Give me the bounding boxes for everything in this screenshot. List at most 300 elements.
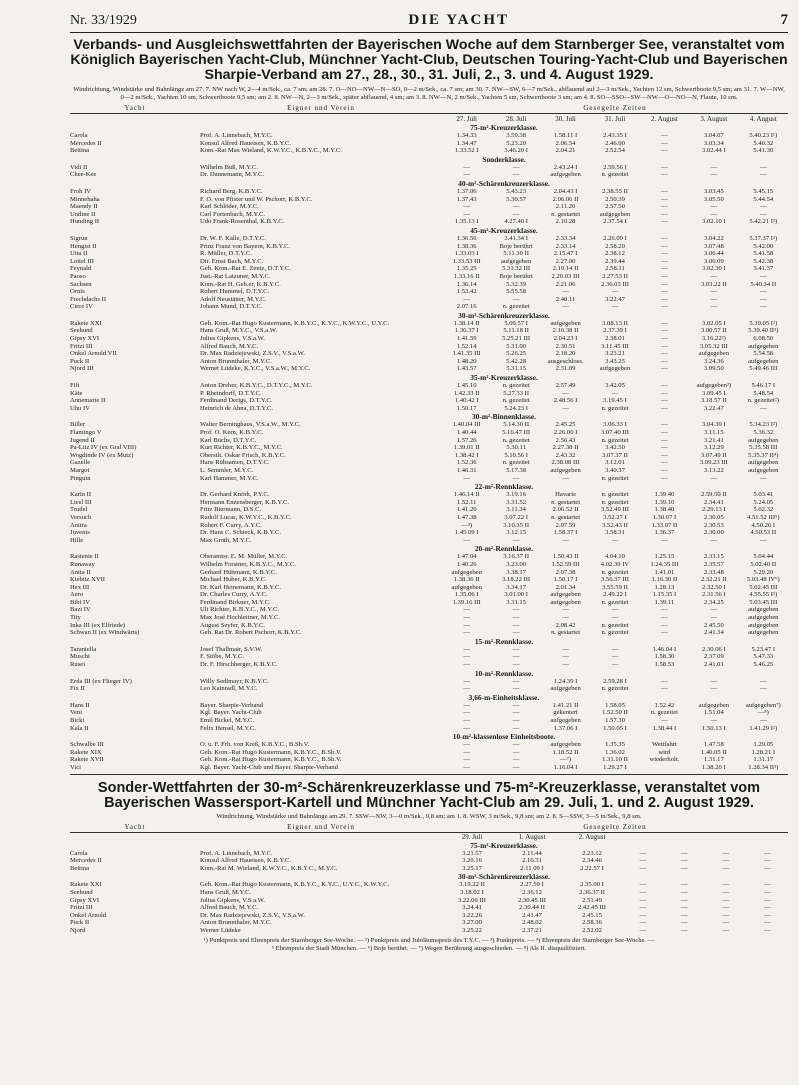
yacht-name: Hex III (70, 583, 90, 591)
race-time: aufgegeben (599, 210, 631, 218)
table-row (70, 491, 788, 499)
owner-club: Hermann Enzensberger, K.B.Y.C. (200, 498, 290, 506)
race-time: 2.20.03 III (551, 272, 580, 280)
yacht-name: Fifi (70, 382, 80, 390)
race-time: — (661, 474, 668, 482)
race-time: 5.30.57 (506, 195, 527, 203)
race-time: aufgegeben (748, 606, 779, 614)
yacht-name: Bicki (70, 717, 85, 724)
yacht-name: Schwalbe III (70, 741, 104, 749)
race-time: aufgegeben (748, 466, 779, 474)
race-time: — (463, 614, 470, 622)
race-time: — (763, 911, 771, 919)
race-time: 1.36.56 (456, 234, 477, 242)
race-time: — (562, 536, 569, 544)
race-time: 2.35.57 (703, 560, 724, 568)
race-time: 5.55.58 (506, 288, 527, 296)
race-time: 3.25.17 (462, 864, 482, 872)
race-time: 3.04.39 I (702, 421, 726, 429)
race-time: — (661, 717, 668, 724)
race-time: n. gezeitet (502, 382, 530, 390)
yacht-name: Kala II (70, 724, 89, 732)
race-time: 1.53.42 (456, 288, 477, 296)
table-row (70, 561, 788, 569)
table-row (70, 897, 788, 905)
column-owner: Eigner und Verein (287, 104, 355, 112)
race-time: 2.18.20 (555, 350, 576, 358)
race-time: — (759, 303, 767, 311)
race-time: — (661, 536, 668, 544)
race-time: — (763, 888, 771, 896)
race-time: — (512, 717, 520, 724)
race-time: 4.02.39 IV (600, 560, 630, 568)
owner-club: Max Groth, M.Y.C. (200, 536, 252, 544)
owner-club: Dr. Max Radziejewski, Z.S.V., V.S.a.W. (200, 911, 305, 919)
race-time: — (463, 606, 470, 614)
race-time: — (661, 265, 668, 273)
race-time: — (512, 621, 520, 629)
owner-club: Anton Brunnthaler, M.Y.C. (200, 919, 272, 927)
race-time: — (463, 163, 470, 171)
owner-club: Geh. Kom.-Rat Hugo Kustermann, K.B.Y.C., K.Y.C., U.Y.C., K.W.Y.C. (200, 881, 390, 889)
yacht-name: Trudel (70, 506, 88, 514)
owner-club: Ferdinand Birkner, M.Y.C. (200, 598, 271, 606)
owner-club: Konsul Alfred Haueisen, K.B.Y.C. (200, 857, 292, 865)
race-time: — (611, 653, 619, 661)
race-time: n. gezeitet (601, 171, 629, 179)
race-time: 2.27.53 II (602, 272, 628, 280)
table-row (70, 606, 788, 614)
owner-club: Carl Fortenbach, M.Y.C. (200, 210, 266, 218)
section1-title: Verbands- und Ausgleichswettfahrten der Bayerischen Woche auf dem Starnberger See, veranstaltet vom Königlich Bayerischen Yacht-Club, Münchner Yacht-Club, Deutschen Touring-Yacht-Club und Bayerischen Sharpie-Verband am 27., 28., 30., 31. Juli, 2., 3. und 4. August 1929. (70, 37, 788, 83)
date-header: 2. August (578, 832, 606, 841)
race-time: 2.38.01 (605, 335, 625, 343)
table-row (70, 881, 788, 889)
race-time: 3.07.22 I (504, 513, 528, 521)
table-row (70, 320, 788, 328)
yacht-name: Maendy II (70, 203, 98, 211)
race-time: 1.52.50 II (602, 709, 628, 717)
race-time: — (759, 404, 767, 412)
race-time: — (710, 288, 718, 296)
race-time: Boje berührt (499, 272, 533, 280)
table-row (70, 459, 788, 467)
race-time: 1.28.34 II³) (748, 763, 779, 771)
race-time: 3.34.17 (506, 583, 527, 591)
race-time: 1.41.21 II (552, 701, 579, 709)
race-time: 5.39.05 I²) (749, 319, 778, 327)
table-row (70, 553, 788, 561)
race-time: — (759, 295, 767, 303)
race-time: — (512, 163, 520, 171)
race-time: — (661, 250, 668, 258)
race-time: — (661, 459, 668, 467)
race-time: — (680, 904, 688, 912)
race-time: 3.58.31 (605, 529, 625, 537)
race-time: 5.27.33 II (503, 389, 530, 397)
race-time: 2.58.11 (605, 265, 625, 273)
table-row (70, 273, 788, 281)
race-time: — (463, 645, 470, 653)
owner-club: Michael Huber, K.B.Y.C. (200, 576, 267, 584)
race-time: — (639, 904, 647, 912)
race-time: n. gestartet (551, 513, 581, 521)
race-time: — (512, 645, 520, 653)
owner-club: Rudolf Lucas, K.W.Y.C., K.B.Y.C. (200, 513, 292, 521)
race-time: 1.31.17 (703, 756, 724, 764)
race-time: — (661, 234, 668, 242)
yacht-name: Wogdinde IV (ex Mutz) (70, 451, 134, 459)
owner-club: Anton Brunnthaler, M.Y.C. (200, 357, 272, 365)
race-time: Boje berührt (499, 242, 533, 250)
race-time: 2.52.54 (605, 147, 625, 155)
race-time: — (759, 717, 767, 724)
race-time: aufgegeben (748, 342, 779, 350)
race-time: — (463, 741, 470, 749)
race-time: n. gezeitet²) (747, 397, 779, 405)
owner-club: L. Semmler, M.Y.C. (200, 466, 254, 474)
owner-club: Prof. A. Linnebach, M.Y.C. (200, 849, 273, 857)
race-time: 5.29.20 (753, 568, 774, 576)
table-row (70, 196, 788, 204)
class-heading: 75-m²-Kreuzerklasse. (470, 123, 538, 132)
race-time: 1.46.14 II (453, 491, 480, 499)
race-time: 3.46.20 I (504, 147, 528, 155)
race-time: — (463, 724, 470, 732)
section2-results-table (70, 841, 788, 935)
owner-club: Dr. Gerhard Knörk, P.Y.C. (200, 491, 270, 499)
race-time: 1.33.03 I (454, 250, 479, 258)
table-row (70, 429, 788, 437)
race-time: — (710, 163, 718, 171)
race-time: aufgegeben (550, 591, 581, 599)
race-time: 1.33.07 II (651, 521, 678, 529)
race-time: — (661, 187, 668, 195)
race-time: 2.52.02 (582, 926, 602, 934)
footnotes (70, 937, 788, 953)
table-row (70, 529, 788, 537)
race-time: 2.58.20 (605, 242, 625, 250)
race-time: — (710, 203, 718, 211)
race-time: — (512, 474, 520, 482)
table-row (70, 421, 788, 429)
race-time: — (512, 171, 520, 179)
race-time: — (661, 242, 668, 250)
race-time: 5.34.23 I²) (749, 421, 778, 429)
race-time: 1.35.06 I (454, 591, 479, 599)
race-time: —⁷) (560, 756, 572, 764)
race-time: — (463, 295, 470, 303)
owner-club: F. O. von Pfister und W. Pschorr, K.B.Y.C. (200, 195, 313, 203)
race-time: — (763, 864, 771, 872)
race-time: — (763, 926, 771, 934)
race-time: aufgegeben (550, 319, 581, 327)
class-heading: 10-m²-Rennklasse. (474, 668, 534, 678)
race-time: 3.25.22 (462, 926, 482, 934)
yacht-name: Paoso (70, 272, 86, 280)
race-time: 5.40.32 (753, 139, 774, 147)
table-row (70, 405, 788, 413)
race-time: — (562, 661, 569, 669)
yacht-name: Hengist II (70, 242, 97, 250)
race-time: 5.35.58 III (749, 444, 778, 452)
race-time: — (463, 536, 470, 544)
owner-club: Prof. O. Kern, K.B.Y.C. (200, 429, 264, 436)
race-time: — (661, 382, 668, 390)
column-times: Gesegelte Zeiten (583, 104, 647, 112)
race-time: 4.55.55 I²) (749, 591, 778, 599)
race-time: 5.03.41 (753, 491, 774, 499)
race-time: 5.37.37 I²) (749, 234, 778, 242)
race-time: n. gestartet (551, 210, 581, 218)
race-time: 3.16.22²) (701, 335, 726, 343)
race-time (640, 764, 689, 772)
race-time: — (512, 295, 520, 303)
race-time: 2.32.21 II (700, 576, 727, 584)
race-time: 2.30.05 (703, 513, 724, 521)
race-time: 2.21.06 (555, 280, 576, 288)
race-time: 3.18.22 III (502, 576, 531, 584)
race-time: aufgegeben (698, 701, 730, 709)
race-time: 1.36.37 (654, 529, 675, 537)
yacht-name: Runaway (70, 560, 95, 568)
race-time: 5.35.37 II⁴) (748, 451, 779, 459)
class-heading: 40-m²-Schärenkreuzerklasse. (458, 178, 550, 188)
race-time: — (710, 536, 718, 544)
owner-club: Konsul Alfred Haueisen, K.B.Y.C. (200, 139, 292, 147)
race-time: 3.59.38 (506, 132, 527, 139)
owner-club: Dir. Ernst Bach, M.Y.C. (200, 257, 264, 265)
owner-club: Werner Lüdeke (200, 926, 241, 934)
race-time: — (763, 857, 771, 865)
race-time: aufgegeben (451, 568, 482, 576)
race-time: 1.52.11 (456, 498, 477, 506)
race-time: n. gezeitet (502, 459, 530, 467)
race-time: 1.40.42 I (454, 397, 479, 405)
race-time: — (722, 881, 730, 889)
race-time: aufgegeben (550, 741, 581, 749)
section1-intro: Windrichtung, Windstärke und Bahnlänge am 27. 7. NW nach W, 2—4 m/Sek., ca. 7 sm; am 28. 7. O—NO—NW—N—SO, 0—2 m/Sek., ca. 7 sm; am 30. 7. NW—SW, 6—7 m/Sek., abflauend auf 2—3 m/Sek., Yachten 12 sm, Schwertboote 9,5 sm; am 31. 7. W—NW, 0—2 m/Sek., Yachten 10 sm, Schwertboote 9,5 sm; am 2. 8. NW—N, 2—3 m/Sek., später abflauend, 4 sm; am 3. 8. NW—N, 2 m/Sek., Yachten 5 sm, Schwertboote 3 sm; am 4. 8. SO—SSO—SW—NW—O—NO—N, Flaute, 10 sm. (73, 86, 785, 101)
table-row (70, 756, 788, 764)
yacht-name: Frechdachs II (70, 295, 107, 303)
race-time: — (512, 653, 520, 661)
race-time: — (512, 709, 520, 717)
owner-club: Gerhard Hüttmann, K.B.Y.C. (200, 568, 277, 576)
race-time: 3.09.50 (703, 365, 724, 373)
race-time: — (661, 421, 668, 429)
race-time: — (562, 389, 569, 397)
yacht-name: Gipsy XVI (70, 896, 100, 904)
owner-club: Hans Gruß, M.Y.C. (200, 888, 252, 896)
race-time: n. gezeitet (601, 621, 629, 629)
race-time: 1.40.26 (456, 560, 477, 568)
race-time: 4.50.26 I (751, 521, 776, 529)
race-time: 3.06.33 I (603, 421, 627, 429)
race-time: 3.24.41 (462, 904, 482, 912)
race-time: — (710, 685, 718, 693)
race-time: n. gezeitet (601, 491, 629, 499)
yacht-name: Rusei (70, 661, 86, 669)
race-time: 2.26.09 I (603, 234, 627, 242)
table-row (70, 218, 788, 226)
race-time: — (562, 645, 569, 653)
race-time: 3.04.22 (703, 234, 724, 242)
race-time: 5.31.32 III (502, 265, 531, 273)
race-time: wird (658, 748, 671, 756)
yacht-name: Carola (70, 849, 88, 857)
race-time: 1.38.40 (654, 506, 675, 514)
owner-club: Julius Gipkens, V.S.a.W. (200, 335, 265, 343)
race-time: 2.27.59 I (520, 881, 544, 889)
race-time: 2.33.48 (703, 568, 724, 576)
table-row (70, 591, 788, 599)
race-time: — (661, 357, 668, 365)
yacht-name: Rakete XVII (70, 756, 104, 764)
table-row (70, 857, 788, 865)
table-row (70, 725, 788, 733)
race-time: 2.23.12 (582, 849, 602, 857)
owner-club: Heinrich de Ahna, D.T.Y.C. (200, 404, 274, 412)
class-heading: 3,66-m-Einheitsklasse. (468, 692, 540, 702)
race-time: 5.49.46 III (749, 365, 778, 373)
race-time: 3.09.23 III (699, 459, 728, 467)
owner-club: Alfred Bauch, M.Y.C. (200, 904, 259, 912)
owner-club: Just.-Rat Latzuner, M.Y.C. (200, 272, 271, 280)
table-row (70, 678, 788, 686)
race-time: — (710, 474, 718, 482)
yacht-name: Juvenis (70, 529, 90, 537)
yacht-name: Puck II (70, 357, 90, 365)
race-time: 2.04.43 I (553, 187, 578, 195)
yacht-name: Feynald (70, 265, 92, 273)
owner-club: Udo Frank-Rosenthal, K.B.Y.C. (200, 218, 285, 226)
race-time: 5.42.28 (506, 357, 527, 365)
race-time: — (722, 849, 730, 857)
section1-column-header (70, 104, 788, 114)
race-time: — (661, 685, 668, 693)
race-time: — (763, 881, 771, 889)
race-time: 1.50.17 I (553, 576, 578, 584)
race-time: — (661, 257, 668, 265)
table-row (70, 749, 788, 757)
table-row (70, 622, 788, 630)
race-time: — (661, 280, 668, 288)
race-time: — (611, 389, 619, 397)
race-time: — (661, 606, 668, 614)
race-time: 5.42.38 (753, 257, 774, 265)
race-time: Wettfahrt (652, 741, 677, 749)
race-time: 1.58.11 I (553, 132, 578, 139)
race-time: 1.38.36 (456, 242, 477, 250)
race-time: n. gezeitet (601, 598, 629, 606)
race-time: 5.17.38 (506, 466, 527, 474)
race-time: — (680, 926, 688, 934)
race-time: 1.39.16 III (452, 598, 481, 606)
race-time: 2.16.31 (522, 857, 542, 865)
section2-intro: Windrichtung, Windstärke und Bahnlänge am 29. 7. SSW—NW, 3—0 m/Sek., 9,8 sm; am 1. 8. WSW, 3 m/Sek., 9,8 sm; am 2. 8. S—SSW, 3—5 m/Sek., 9,8 sm. (216, 812, 642, 820)
table-row (70, 927, 788, 935)
yacht-name: Biller (70, 421, 86, 429)
yacht-name: Rastenie II (70, 553, 99, 561)
race-time: 2.43.32 (555, 451, 576, 459)
race-time: 2.59.28 I (603, 677, 627, 685)
race-time: 2.48.02 (522, 919, 542, 927)
table-row (70, 599, 788, 607)
race-time: — (722, 864, 730, 872)
race-time: 2.26.00 I (553, 429, 578, 436)
race-time: — (512, 210, 520, 218)
race-time: — (680, 919, 688, 927)
race-time: 3.38.17 (506, 568, 527, 576)
race-time: — (661, 451, 668, 459)
race-time: 1.16.30 II (651, 576, 678, 584)
yacht-name: Utta II (70, 250, 88, 258)
owner-club: Fritz Biermann, D.S.C. (200, 506, 262, 514)
race-time: aufgegeben (748, 629, 779, 637)
race-time: 1.24.35 III (650, 560, 679, 568)
race-time: 5.23.20 (506, 139, 527, 147)
owner-club: Robert F. Curry, A.Y.C. (200, 521, 262, 529)
race-time: 1.31.10 II (602, 756, 628, 764)
race-time: 2.34.46 (582, 857, 602, 865)
yacht-name: Margot (70, 466, 90, 474)
owner-club: Ferdinand Derigs, D.T.Y.C. (200, 397, 273, 405)
column-owner: Eigner und Verein (287, 822, 355, 831)
race-time: 3.23.00 (506, 560, 527, 568)
race-time: 5.44.54 (753, 195, 774, 203)
date-header: 28. Juli (505, 115, 527, 123)
race-time: — (661, 147, 668, 155)
table-row (70, 506, 788, 514)
race-time: 2.42.45 III (577, 904, 607, 912)
race-time: 2.06.06 II (552, 195, 579, 203)
race-time: — (710, 210, 718, 218)
race-time: — (512, 748, 520, 756)
race-time: 2.45.15 (582, 911, 602, 919)
race-time: 1.38.14 II (453, 319, 480, 327)
table-row (70, 147, 788, 155)
race-time: 1.50.43 II (552, 553, 579, 561)
race-time: n. gestartet (551, 629, 581, 637)
race-time: — (463, 717, 470, 724)
race-time: — (722, 919, 730, 927)
yacht-name: Fritzi III (70, 904, 93, 912)
yacht-name: Kiebitz XVII (70, 576, 105, 584)
class-heading: Sonderklasse. (482, 154, 526, 164)
race-time: 2.08.42 (555, 621, 576, 629)
yacht-name: Liesl III (70, 498, 92, 506)
yacht-name: Muschi (70, 653, 90, 661)
race-time: 2.38.12 (605, 250, 625, 258)
race-time: — (512, 606, 520, 614)
race-time: 3.16.37 II (503, 553, 530, 561)
race-time: — (611, 536, 619, 544)
race-time: 1.35.35 (605, 741, 625, 749)
race-time: 5.02.45 III (749, 583, 778, 591)
race-time: 2.41.47 (522, 911, 542, 919)
table-row (70, 343, 788, 351)
owner-club: Hans Gruß, M.Y.C., V.S.a.W. (200, 327, 278, 335)
race-time: 1.47.04 (456, 553, 477, 561)
race-time: 1.18.52 II (552, 748, 579, 756)
table-row (70, 522, 788, 530)
race-time: — (661, 139, 668, 147)
table-row (70, 499, 788, 507)
race-time: 2.34.41 (703, 498, 724, 506)
race-time: 5.40.34 II (750, 280, 777, 288)
table-row (70, 296, 788, 304)
table-row (70, 140, 788, 148)
